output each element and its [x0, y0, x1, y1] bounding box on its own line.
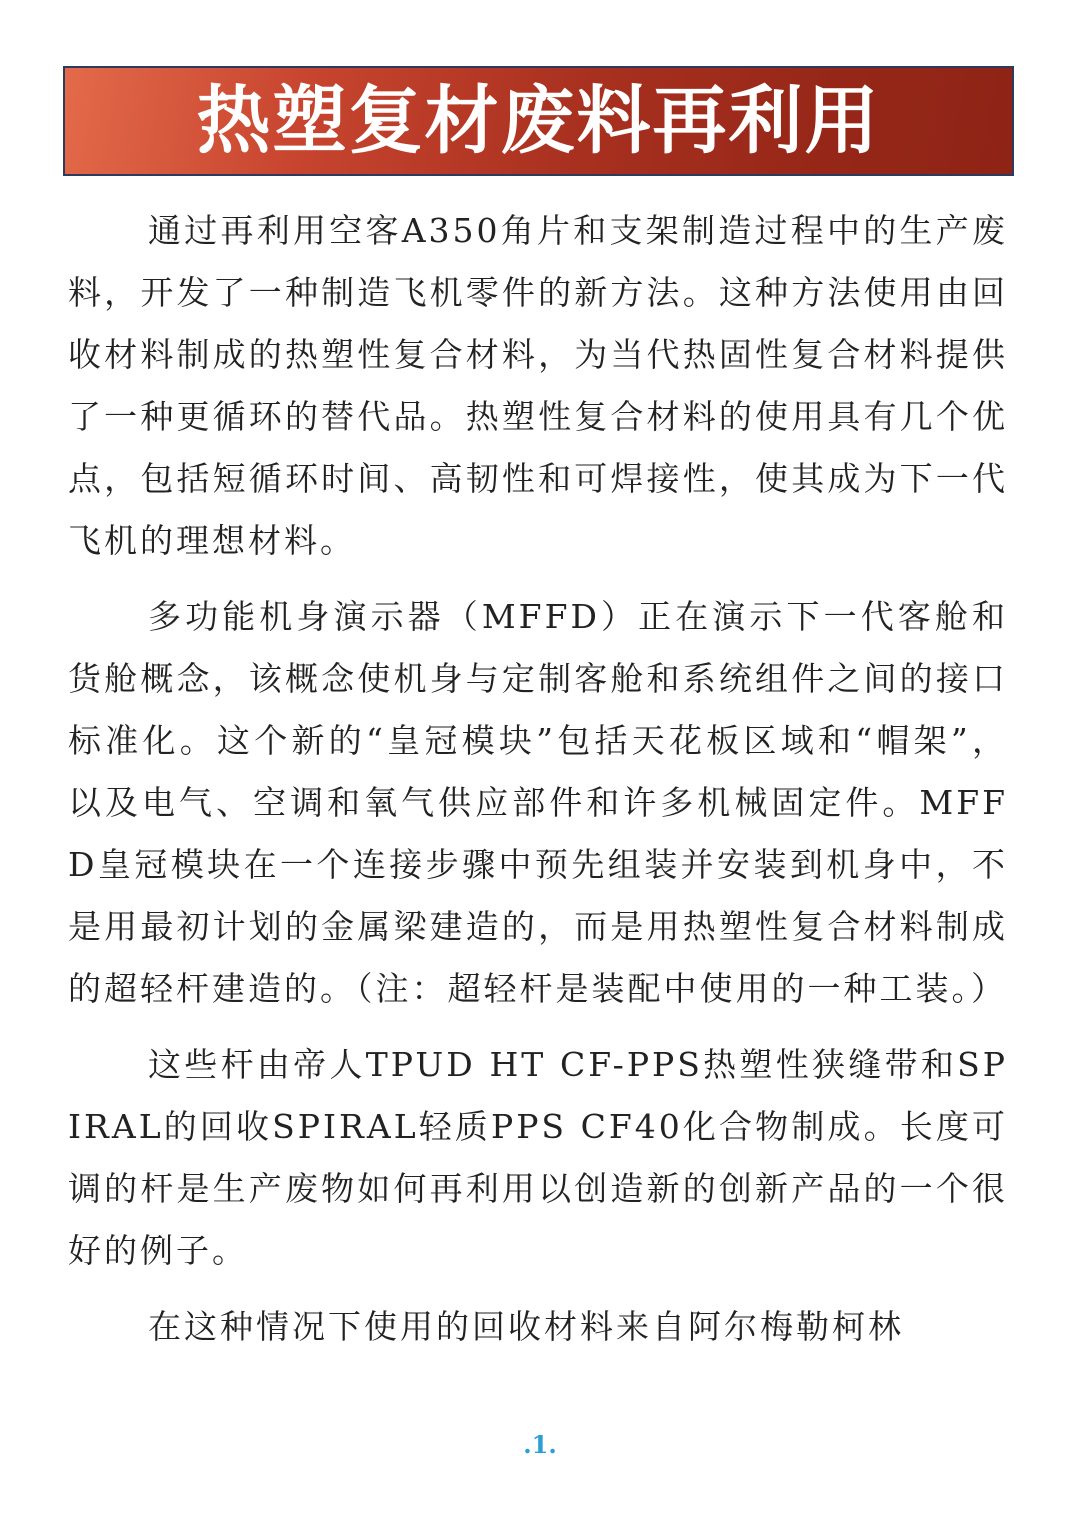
page-number: .1.: [523, 1430, 557, 1459]
title-banner: [63, 66, 1014, 176]
paragraph-4: 在这种情况下使用的回收材料来自阿尔梅勒柯林: [148, 1307, 904, 1346]
paragraph-2: 多功能机身演示器（MFFD）正在演示下一代客舱和货舱概念，该概念使机身与定制客舱和系统组件之间的接口标准化。这个新的“皇冠模块”包括天花板区域和“帽架”，以及电气、空调和氧气供应部件和许多机械固定件。MFFD皇冠模块在一个连接步骤中预先组装并安装到机身中，不是用最初计划的金属梁建造的，而是用热塑性复合材料制成的超轻杆建造的。（注：超轻杆是装配中使用的一种工装。）: [68, 597, 1008, 1008]
paragraph-1: 通过再利用空客A350角片和支架制造过程中的生产废料，开发了一种制造飞机零件的新方法。这种方法使用由回收材料制成的热塑性复合材料，为当代热固性复合材料提供了一种更循环的替代品。热塑性复合材料的使用具有几个优点，包括短循环时间、高韧性和可焊接性，使其成为下一代飞机的理想材料。: [68, 211, 1008, 560]
paragraph-3: 这些杆由帝人TPUD HT CF-PPS热塑性狭缝带和SPIRAL的回收SPIRAL轻质PPS CF40化合物制成。长度可调的杆是生产废物如何再利用以创造新的创新产品的一个很好的例子。: [68, 1045, 1008, 1270]
page-title: 热塑复材废料再利用: [196, 78, 881, 164]
article-body: [68, 200, 1008, 1372]
